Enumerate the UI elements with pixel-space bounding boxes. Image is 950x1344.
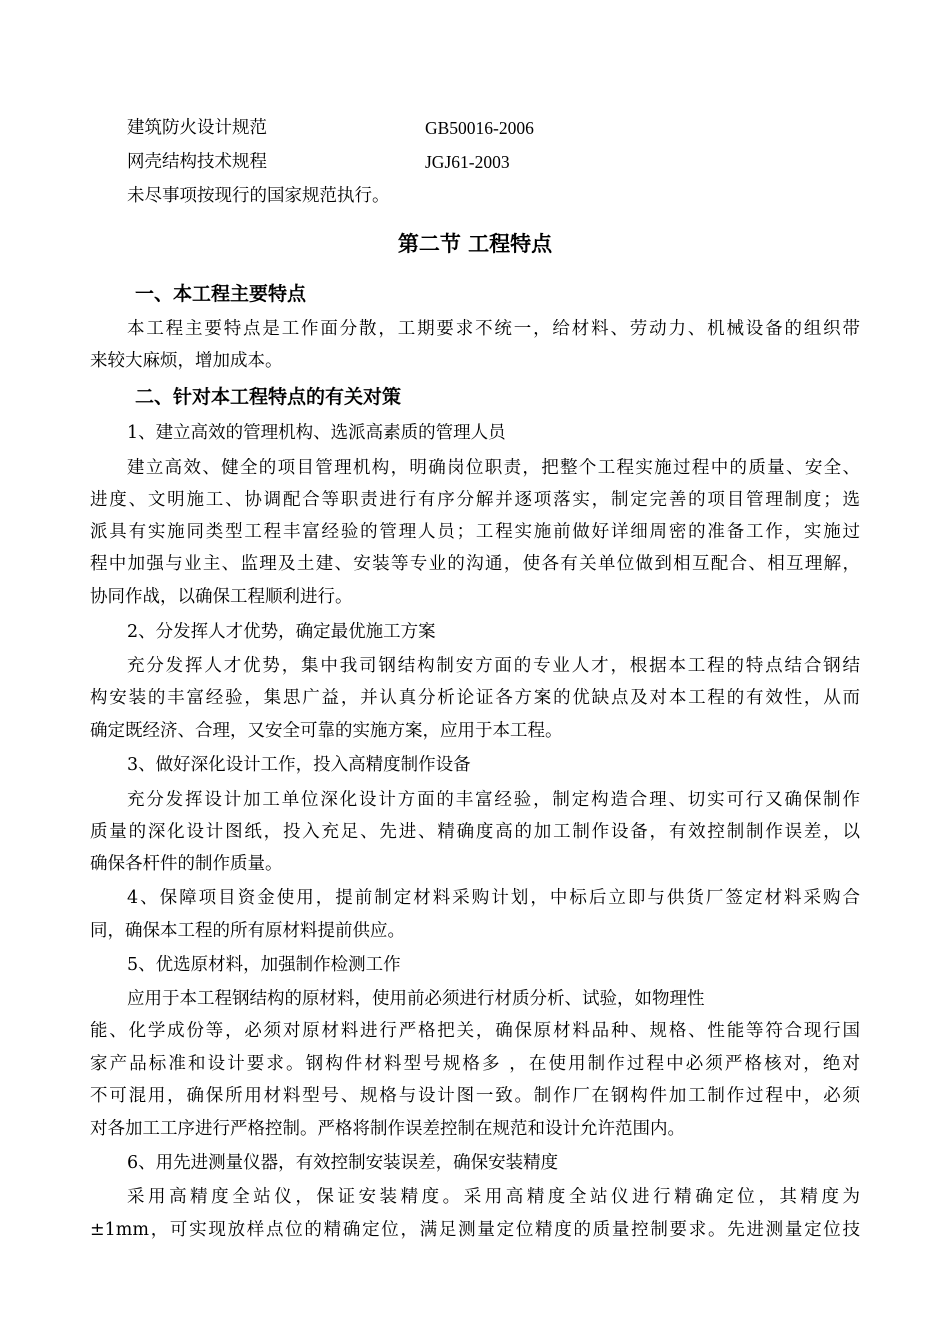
part2-heading: 二、针对本工程特点的有关对策 bbox=[135, 386, 402, 408]
paragraph-line: 确保各杆件的制作质量。 bbox=[90, 854, 283, 874]
paragraph-line: 4、保障项目资金使用，提前制定材料采购计划，中标后立即与供货厂签定材料采购合 bbox=[127, 888, 860, 908]
paragraph-line: 来较大麻烦，增加成本。 bbox=[90, 351, 283, 371]
paragraph-line: 派具有实施同类型工程丰富经验的管理人员；工程实施前做好详细周密的准备工作，实施过 bbox=[90, 522, 860, 542]
paragraph-line: 构安装的丰富经验，集思广益，并认真分析论证各方案的优缺点及对本工程的有效性，从而 bbox=[90, 688, 860, 708]
item-title: 6、用先进测量仪器，有效控制安装误差，确保安装精度 bbox=[127, 1153, 559, 1173]
spec-name: 网壳结构技术规程 bbox=[127, 152, 267, 172]
paragraph-line: 采用高精度全站仪，保证安装精度。采用高精度全站仪进行精确定位，其精度为 bbox=[127, 1187, 860, 1207]
paragraph-line: ±1mm，可实现放样点位的精确定位，满足测量定位精度的质量控制要求。先进测量定位技 bbox=[90, 1220, 860, 1240]
paragraph-line: 家产品标准和设计要求。钢构件材料型号规格多 ，在使用制作过程中必须严格核对，绝对 bbox=[90, 1054, 860, 1074]
spec-code: GB50016-2006 bbox=[425, 118, 534, 138]
spec-name: 建筑防火设计规范 bbox=[127, 118, 267, 138]
item-title: 3、做好深化设计工作，投入高精度制作设备 bbox=[127, 755, 471, 775]
item-title: 1、建立高效的管理机构、选派高素质的管理人员 bbox=[127, 423, 506, 443]
paragraph-line: 确定既经济、合理，又安全可靠的实施方案，应用于本工程。 bbox=[90, 721, 563, 741]
paragraph-line: 应用于本工程钢结构的原材料，使用前必须进行材质分析、试验，如物理性 bbox=[127, 989, 705, 1009]
section-title: 第二节 工程特点 bbox=[397, 232, 553, 256]
paragraph-line: 不可混用，确保所用材料型号、规格与设计图一致。制作厂在钢构件加工制作过程中，必须 bbox=[90, 1086, 860, 1106]
paragraph-line: 能、化学成份等，必须对原材料进行严格把关，确保原材料品种、规格、性能等符合现行国 bbox=[90, 1021, 860, 1041]
item-title: 2、分发挥人才优势，确定最优施工方案 bbox=[127, 622, 436, 642]
paragraph-line: 对各加工工序进行严格控制。严格将制作误差控制在规范和设计允许范围内。 bbox=[90, 1119, 685, 1139]
spec-note: 未尽事项按现行的国家规范执行。 bbox=[127, 186, 390, 206]
paragraph-line: 本工程主要特点是工作面分散，工期要求不统一，给材料、劳动力、机械设备的组织带 bbox=[127, 319, 860, 339]
paragraph-line: 程中加强与业主、监理及土建、安装等专业的沟通，使各有关单位做到相互配合、相互理解， bbox=[90, 554, 860, 574]
paragraph-line: 充分发挥人才优势，集中我司钢结构制安方面的专业人才，根据本工程的特点结合钢结 bbox=[127, 656, 860, 676]
item-title: 5、优选原材料，加强制作检测工作 bbox=[127, 955, 401, 975]
part1-heading: 一、本工程主要特点 bbox=[135, 283, 307, 305]
paragraph-line: 同，确保本工程的所有原材料提前供应。 bbox=[90, 921, 405, 941]
paragraph-line: 充分发挥设计加工单位深化设计方面的丰富经验，制定构造合理、切实可行又确保制作 bbox=[127, 790, 860, 810]
paragraph-line: 协同作战，以确保工程顺利进行。 bbox=[90, 587, 353, 607]
spec-code: JGJ61-2003 bbox=[425, 152, 510, 172]
paragraph-line: 质量的深化设计图纸，投入充足、先进、精确度高的加工制作设备，有效控制制作误差，以 bbox=[90, 822, 860, 842]
paragraph-line: 进度、文明施工、协调配合等职责进行有序分解并逐项落实，制定完善的项目管理制度；选 bbox=[90, 490, 860, 510]
paragraph-line: 建立高效、健全的项目管理机构，明确岗位职责，把整个工程实施过程中的质量、安全、 bbox=[127, 458, 860, 478]
